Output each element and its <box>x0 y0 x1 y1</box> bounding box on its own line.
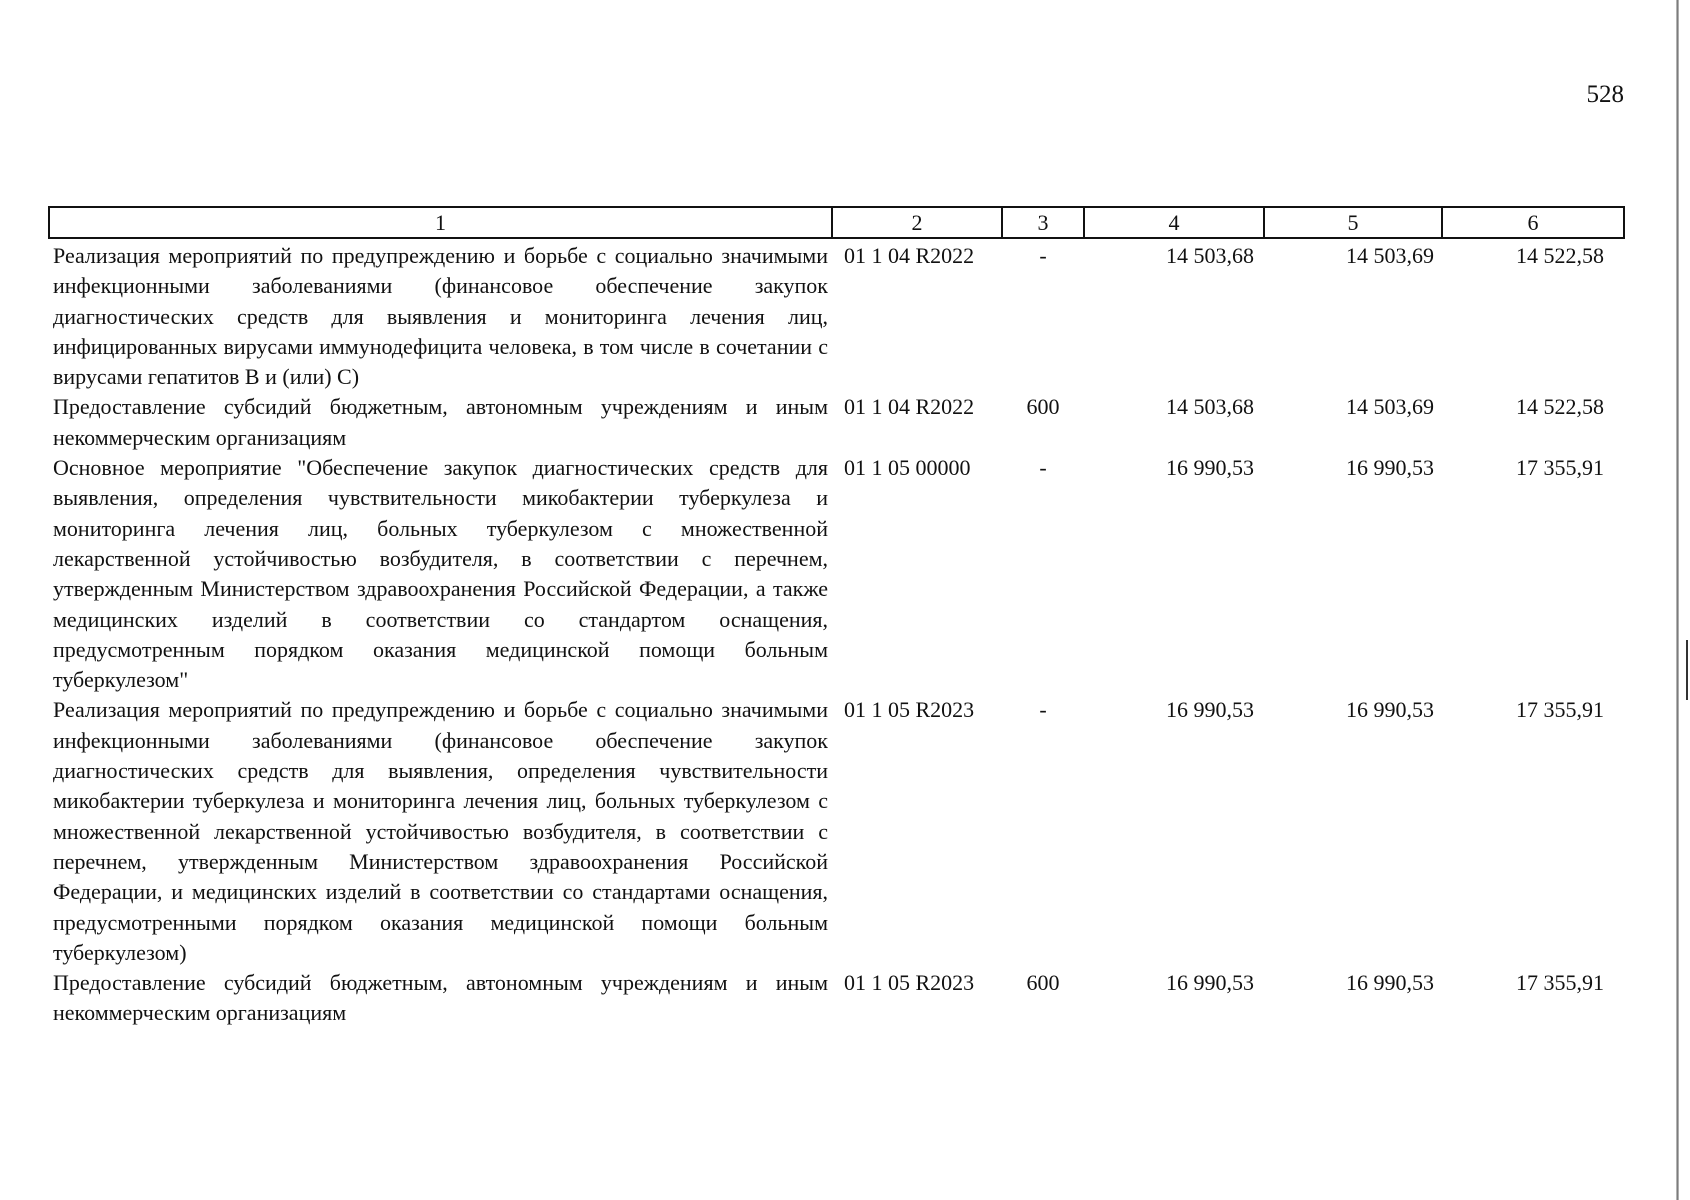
table-row <box>49 968 1624 1029</box>
header-cell-5: 5 <box>1264 207 1442 238</box>
row-amount-col5: 14 503,69 <box>1346 243 1434 268</box>
row-amount-col6: 17 355,91 <box>1516 697 1604 723</box>
row-amount-col4: 14 503,68 <box>1166 243 1254 268</box>
row-amount-col4: 14 503,68 <box>1166 394 1254 420</box>
table-header <box>49 207 1624 238</box>
row-name: Предоставление субсидий бюджетным, автономным учреждениям и иным некоммерческим организациям <box>53 394 828 450</box>
table-row <box>49 695 1624 968</box>
row-name: Основное мероприятие "Обеспечение закупок диагностических средств для выявления, определения чувствительности микобактерии туберкулеза и мониторинга лечения лиц, больных туберкулезом с множественной лекарственной устойчивостью возбудителя, в соответствии с перечнем, утвержденным Министерством здравоохранения Российской Федерации, а также медицинских изделий в соответствии со стандартом оснащения, предусмотренным порядком оказания медицинской помощи больным туберкулезом" <box>53 455 828 693</box>
row-expense-type: - <box>1039 455 1047 481</box>
header-cell-2: 2 <box>832 207 1002 238</box>
row-amount-col5: 16 990,53 <box>1346 697 1434 723</box>
row-code: 01 1 04 R2022 <box>844 394 975 420</box>
row-amount-col5: 14 503,69 <box>1346 394 1434 420</box>
row-code: 01 1 05 R2023 <box>844 970 975 996</box>
page-number: 528 <box>1586 81 1624 108</box>
row-amount-col6: 14 522,58 <box>1516 394 1604 420</box>
table-row <box>49 453 1624 695</box>
row-code: 01 1 04 R2022 <box>844 243 975 268</box>
row-name: Реализация мероприятий по предупреждению и борьбе с социально значимыми инфекционными заболеваниями (финансовое обеспечение закупок диагностических средств для выявления и мониторинга лечения лиц, инфицированных вирусами иммунодефицита человека, в том числе в сочетании с вирусами гепатитов В и (или) С) <box>53 243 828 390</box>
row-amount-col5: 16 990,53 <box>1346 970 1434 996</box>
row-amount-col6: 14 522,58 <box>1516 243 1604 268</box>
table-body <box>49 238 1624 1029</box>
table-row <box>49 238 1624 392</box>
scan-edge-mark <box>1686 640 1688 700</box>
header-row <box>49 207 1624 238</box>
row-expense-type: - <box>1039 243 1047 268</box>
header-cell-1: 1 <box>49 207 832 238</box>
row-amount-col6: 17 355,91 <box>1516 970 1604 996</box>
row-amount-col4: 16 990,53 <box>1166 455 1254 481</box>
row-name: Реализация мероприятий по предупреждению и борьбе с социально значимыми инфекционными заболеваниями (финансовое обеспечение закупок диагностических средств для выявления, определения чувствительности микобактерии туберкулеза и мониторинга лечения лиц, больных туберкулезом с множественной лекарственной устойчивостью возбудителя, в соответствии с перечнем, утвержденным Министерством здравоохранения Российской Федерации, и медицинских изделий в соответствии со стандартами оснащения, предусмотренными порядком оказания медицинской помощи больным туберкулезом) <box>53 697 828 965</box>
header-cell-6: 6 <box>1442 207 1624 238</box>
row-expense-type: - <box>1039 697 1047 723</box>
scan-edge <box>1676 0 1679 1200</box>
budget-table <box>48 206 1625 1029</box>
header-cell-4: 4 <box>1084 207 1264 238</box>
row-expense-type: 600 <box>1026 970 1060 996</box>
row-amount-col4: 16 990,53 <box>1166 970 1254 996</box>
row-code: 01 1 05 R2023 <box>844 697 975 723</box>
row-amount-col4: 16 990,53 <box>1166 697 1254 723</box>
row-code: 01 1 05 00000 <box>844 455 971 481</box>
row-amount-col5: 16 990,53 <box>1346 455 1434 481</box>
row-name: Предоставление субсидий бюджетным, автономным учреждениям и иным некоммерческим организациям <box>53 970 828 1026</box>
row-expense-type: 600 <box>1026 394 1060 420</box>
table-row <box>49 392 1624 453</box>
row-amount-col6: 17 355,91 <box>1516 455 1604 481</box>
header-cell-3: 3 <box>1002 207 1084 238</box>
